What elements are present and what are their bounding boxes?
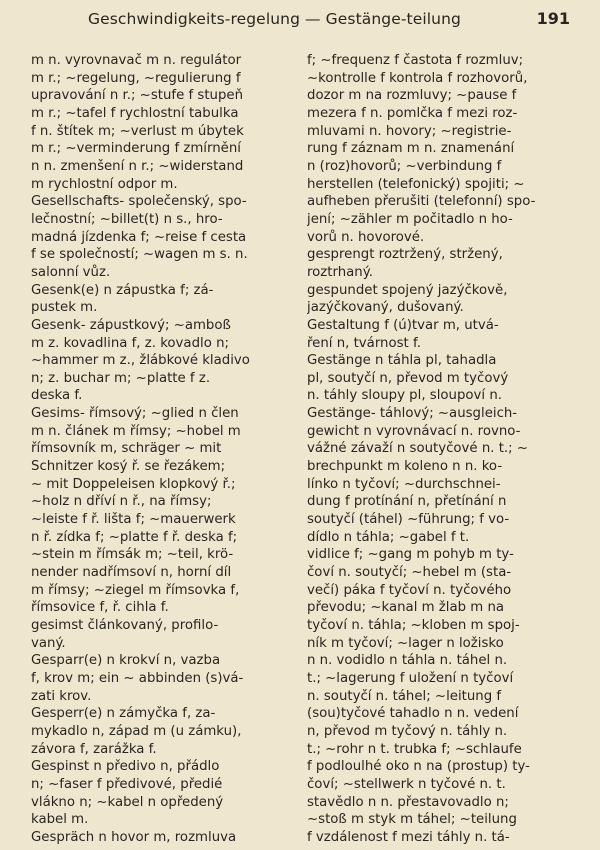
entry-line: Gestänge- táhlový; ~ausgleich- [307,406,518,422]
entry-line: f, krov m; ein ~ abbinden (s)vá- [31,670,244,686]
entry-line: f vzdálenost f mezi táhly n. tá- [307,829,510,845]
entry-line: jení; ~zähler m počitadlo n ho- [307,211,513,227]
entry-line: převodu; ~kanal m žlab m na [307,600,505,616]
entry-line: mezera f n. pomlčka f mezi roz- [307,105,518,121]
entry-line: f; ~frequenz f častota f rozmluv; [307,53,524,68]
entry-line: vážné závaží n soutyčové n. t.; ~ [307,441,528,457]
entry-line: Gesparr(e) n krokví n, vazba [31,653,221,669]
entry-line: pustek m. [31,300,98,316]
entry-line: aufheben přerušiti (telefonní) spo- [307,194,536,210]
entry-line: dozor m na rozmluvy; ~pause f [307,88,517,104]
entry-line: pl, soutyčí n, převod m tyčový [307,370,509,386]
entry-line: n (roz)hovorů; ~verbindung f [307,158,502,174]
entry-line: Gesenk(e) n zápustka f; zá- [31,282,214,298]
entry-line: římsovník m, schräger ~ mit [31,441,222,457]
entry-line: vidlice f; ~gang m pohyb m ty- [307,547,514,563]
entry-line: ření n, tvárnost f. [307,335,421,351]
entry-line: ~hammer m z., žlábkové kladivo [31,353,250,369]
entry-line: roztrhaný. [307,264,373,280]
entry-line: ~ mit Doppeleisen klopkový ř.; [31,476,236,492]
running-title: Geschwindigkeits-regelung — Gestänge-teilung [88,10,461,28]
entry-line: t.; ~rohr n t. trubka f; ~schlaufe [307,741,522,757]
entry-line: nender nadřímsoví n, horní díl [31,565,232,581]
entry-line: n; ~faser f předivové, předié [31,776,223,792]
entry-line: večí) páka f tyčoví n. tyčového [307,582,512,598]
entry-line: n, převod m tyčový n. táhly n. [307,723,508,739]
entry-line: n n. zmenšení n r.; ~widerstand [31,158,244,174]
entry-line: dídlo n táhla; ~gabel f t. [307,529,470,545]
entry-line: f n. štítek m; ~verlust m úbytek [31,123,244,139]
entry-line: Gesellschafts- společenský, spo- [31,194,247,210]
entry-line: m r.; ~tafel f rychlostní tabulka [31,105,239,121]
entry-line: línko n tyčoví; ~durchschnei- [307,476,501,492]
entry-line: m římsy; ~ziegel m římsovka f, [31,582,240,598]
entry-line: brechpunkt m koleno n n. ko- [307,459,503,475]
entry-line: n. soutyčí n. táhel; ~leitung f [307,688,502,704]
entry-line: Schnitzer kosý ř. se řezákem; [31,459,226,475]
right-column [307,52,569,846]
entry-line: (sou)tyčové tahadlo n n. vedení [307,706,519,722]
entry-line: upravování n r.; ~stufe f stupeň [31,88,244,104]
entry-line: gewicht n vyrovnávací n. rovno- [307,423,521,439]
entry-line: ~holz n dříví n ř., na římsy; [31,494,212,510]
entry-line: Gestaltung f (ú)tvar m, utvá- [307,317,499,333]
entry-line: vaný. [31,635,66,651]
entry-line: Gesperr(e) n zámyčka f, za- [31,706,216,722]
entry-line: čoví n. soutyčí; ~hebel m (sta- [307,565,512,581]
entry-line: tyčoví n. táhla; ~kloben m spoj- [307,618,520,633]
entry-line: závora f, zarážka f. [31,741,157,757]
entry-line: m z. kovadlina f, z. kovadlo n; [31,335,229,351]
entry-line: m n. článek m římsy; ~hobel m [31,423,241,439]
entry-line: Gespinst n předivo n, přádlo [31,759,220,775]
entry-line: ~leiste f ř. lišta f; ~mauerwerk [31,512,236,528]
entry-line: madná jízdenka f; ~reise f cesta [31,229,247,245]
entry-line: t.; ~lagerung f uložení n tyčoví [307,670,514,686]
entry-line: soutyčí (táhel) ~führung; f vo- [307,512,510,528]
entry-line: f podloulhé oko n na (prostup) ty- [307,759,530,775]
entry-line: ~stoß m styk m táhel; ~teilung [307,812,517,828]
page-header [62,6,578,34]
entry-line: Gestänge n táhla pl, tahadla [307,353,497,369]
entry-line: zati krov. [31,688,92,704]
entry-line: mluvami n. hovory; ~registrie- [307,123,512,139]
entry-line: m n. vyrovnavač m n. regulátor [31,53,242,68]
entry-line: ník m tyčoví; ~lager n ložisko [307,635,504,651]
entry-line: m r.; ~verminderung f zmírnění [31,141,241,157]
entry-line: stavědlo n n. přestavovadlo n; [307,794,509,810]
entry-line: m rychlostní odpor m. [31,176,178,192]
entry-line: vlákno n; ~kabel n opředený [31,794,224,810]
entry-line: čoví; ~stellwerk n tyčové n. t. [307,776,506,792]
entry-line: n n. vodidlo n táhla n. táhel n. [307,653,508,669]
entry-line: gesprengt roztržený, stržený, [307,247,503,263]
entry-line: jazýčkovaný, dušovaný. [307,300,464,316]
entry-line: n. táhly sloupy pl, sloupoví n. [307,388,502,404]
page-number: 191 [536,9,570,28]
entry-line: herstellen (telefonický) spojiti; ~ [307,176,525,192]
entry-line: n; z. buchar m; ~platte f z. [31,370,211,386]
entry-line: ~stein m římsák m; ~teil, krö- [31,547,234,563]
entry-line: Gespräch n hovor m, rozmluva [31,829,237,845]
entry-line: mykadlo n, západ m (u zámku), [31,723,242,739]
entry-line: vorů n. hovorové. [307,229,425,245]
entry-line: dung f protínání n, přetínání n [307,494,507,510]
left-column [31,52,292,846]
entry-line: ~kontrolle f kontrola f rozhovorů, [307,70,528,86]
entry-line: gesimst článkovaný, profilo- [31,618,219,633]
entry-line: f se společností; ~wagen m s. n. [31,247,248,263]
entry-line: m r.; ~regelung, ~regulierung f [31,70,241,86]
entry-line: kabel m. [31,812,89,828]
entry-line: n ř. zídka f; ~platte f ř. deska f; [31,529,238,545]
entry-line: gespundet spojený jazýčkově, [307,282,508,298]
entry-line: Gesims- římsový; ~glied n člen [31,406,239,422]
entry-line: rung f záznam m n. znamenání [307,141,515,157]
entry-line: salonní vůz. [31,264,111,280]
entry-line: lečnostní; ~billet(t) n s., hro- [31,211,223,227]
entry-line: římsovice f, ř. cihla f. [31,600,169,616]
entry-line: deska f. [31,388,83,404]
entry-line: Gesenk- zápustkový; ~amboß [31,317,231,333]
